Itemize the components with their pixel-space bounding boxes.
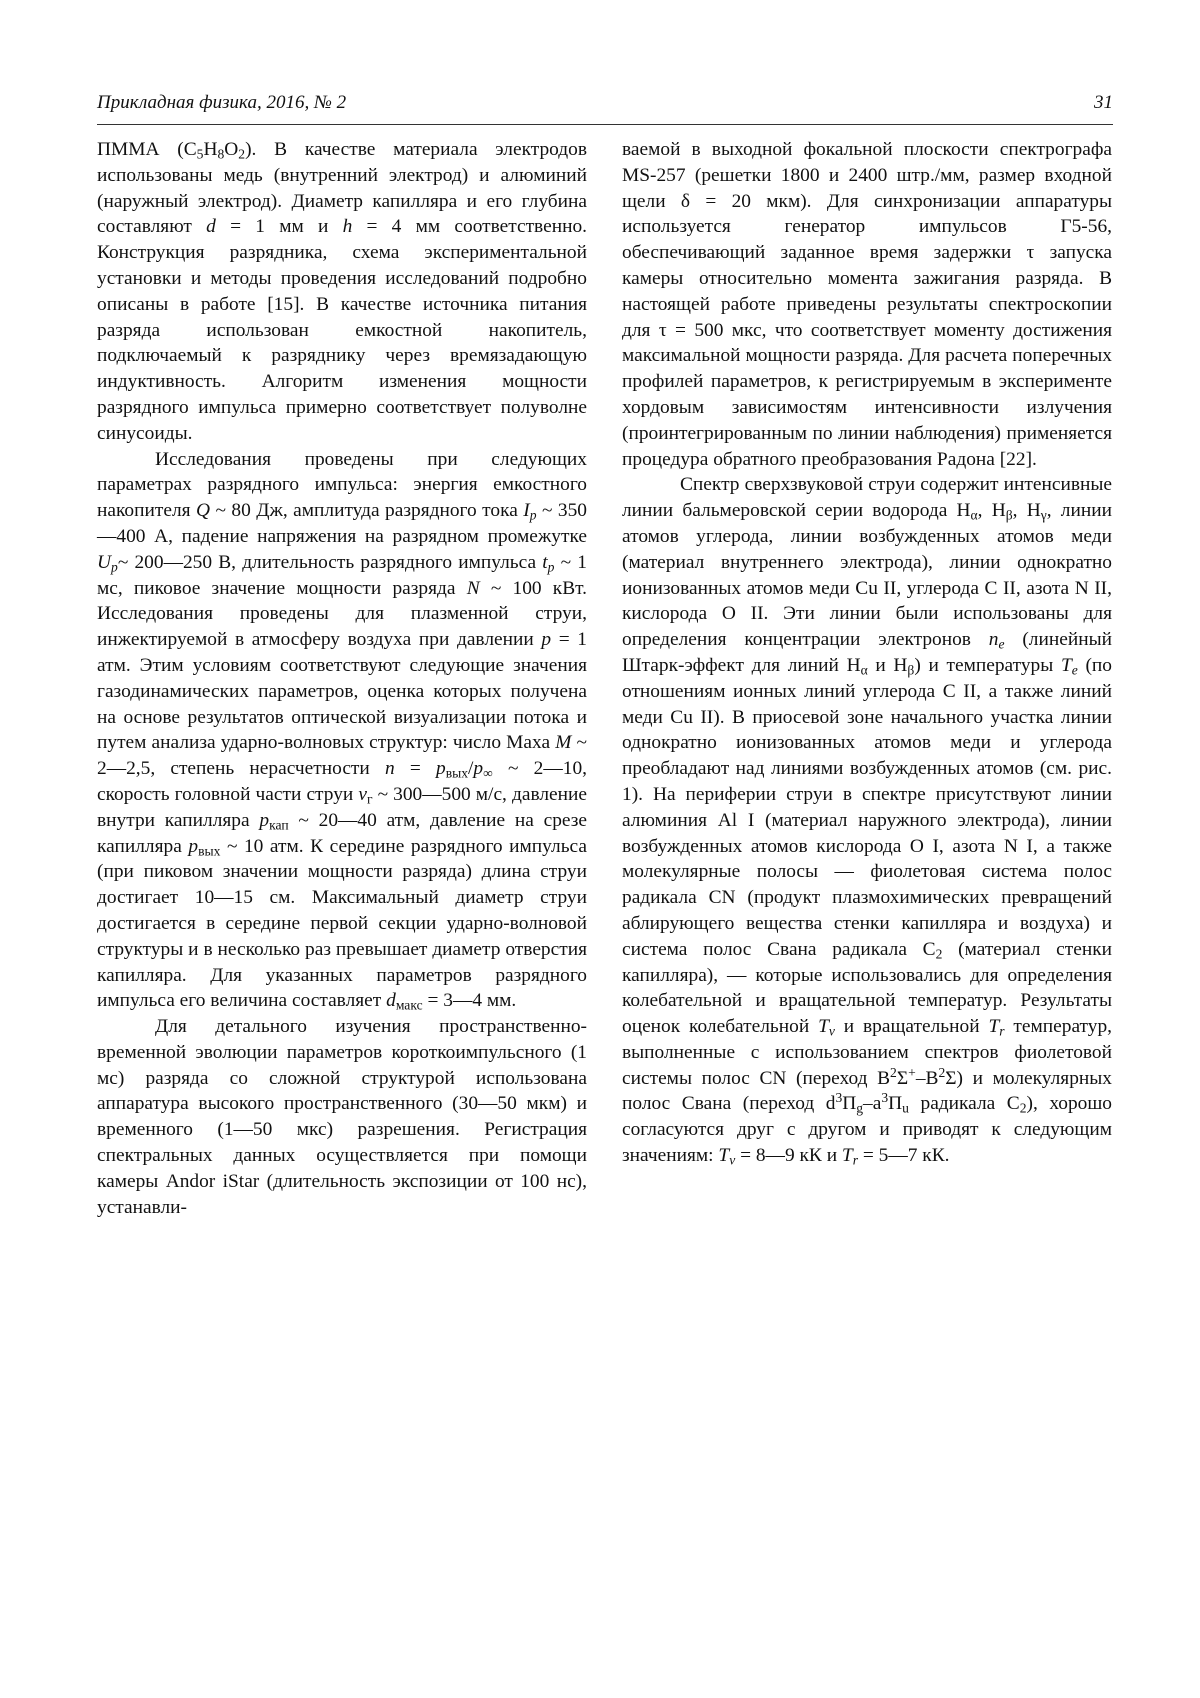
header-rule xyxy=(97,124,1113,125)
paragraph-diagnostics: Для детального изучения пространственно-временной эволюции параметров короткоимпульсного (1 мс) разряда со сложной структурой использована аппаратура высокого пространственного (30—50 мкм) и временного (1—50 мкс) разрешения. Регистрация спектральных данных осуществляется при помощи камеры Andor iStar (длительность экспозиции от 100 нс), устанавли- xyxy=(97,1016,587,1218)
paragraph-spectrograph: ваемой в выходной фокальной плоскости спектрографа MS-257 (решетки 1800 и 2400 штр./мм, размер входной щели δ = 20 мкм). Для синхронизации аппаратуры используется генератор импульсов Г5-56, обеспечивающий заданное время задержки τ запуска камеры относительно момента зажигания разряда. В настоящей работе приведены результаты спектроскопии для τ = 500 мкс, что соответствует моменту достижения максимальной мощности разряда. Для расчета поперечных профилей параметров, к регистрируемым в эксперименте хордовым зависимостям интенсивности излучения (проинтегрированным по линии наблюдения) применяется процедура обратного преобразования Радона [22]. xyxy=(622,139,1112,470)
left-column xyxy=(97,137,587,1220)
paragraph-discharge-parameters: Исследования проведены при следующих параметрах разрядного импульса: энергия емкостного накопителя Q ~ 80 Дж, амплитуда разрядного тока $I_p$ ~ 350—400 А, падение напряжения на разрядном промежутке $U_p\sim$ 200—250 В, длительность разрядного импульса $t_p$ ~ 1 мс, пиковое значение мощности разряда N ~ 100 кВт. Исследования проведены для плазменной струи, инжектируемой в атмосферу воздуха при давлении p = 1 атм. Этим условиям соответствуют следующие значения газодинамических параметров, оценка которых получена на основе результатов оптической визуализации потока и путем анализа ударно-волновых структур: число Маха M ~ 2—2,5, степень нерасчетности $n = p_{вых}/p_\infty$ ~ 2—10, скорость головной части струи $v_г$ ~ 300—500 м/с, давление внутри капилляра $p_{кап}$ ~ 20—40 атм, давление на срезе капилляра $p_{вых}$ ~ 10 атм. К середине разрядного импульса (при пиковом значении мощности разряда) длина струи достигает 10—15 см. Максимальный диаметр струи достигается в середине первой секции ударно-волновой структуры и в несколько раз превышает диаметр отверстия капилляра. Для указанных параметров разрядного импульса его величина составляет $d_{макс}$ = 3—4 мм. xyxy=(97,448,588,1013)
journal-citation: Прикладная физика, 2016, № 2 xyxy=(97,92,347,113)
right-column xyxy=(622,137,1112,1169)
paragraph-spectrum: Спектр сверхзвуковой струи содержит интенсивные линии бальмеровской серии водорода $H_\alpha$, $H_\beta$, $H_\gamma$, линии атомов углерода, линии возбужденных атомов меди (материал внутреннего электрода), линии однократно ионизованных атомов меди Cu II, углерода C II, азота N II, кислорода O II. Эти линии были использованы для определения концентрации электронов $n_e$ (линейный Штарк-эффект для линий $H_\alpha$ и $H_\beta$) и температуры $T_e$ (по отношениям ионных линий углерода C II, а также линий меди Cu II). В приосевой зоне начального участка линии однократно ионизованных атомов меди и углерода преобладают над линиями возбужденных атомов (см. рис. 1). На периферии струи в спектре присутствуют линии алюминия Al I (материал наружного электрода), линии возбужденных атомов кислорода O I, азота N I, а также молекулярные полосы — фиолетовая система полос радикала CN (продукт плазмохимических превращений аблирующего вещества стенки капилляра и воздуха) и система полос Свана радикала $C_2$ (материал стенки капилляра), — которые использовались для определения колебательной и вращательной температур. Результаты оценок колебательной $T_v$ и вращательной $T_r$ температур, выполненные с использованием спектров фиолетовой системы полос CN (переход $B^2\Sigma^+-B^2\Sigma$) и молекулярных полос Свана (переход $d^3\Pi_g-a^3\Pi_u$ радикала $C_2$), хорошо согласуются друг с другом и приводят к следующим значениям: $T_v$ = 8—9 кК и $T_r$ = 5—7 кК. xyxy=(622,474,1113,1168)
paragraph-apparatus: ПММА $(C_5H_8O_2)$. В качестве материала электродов использованы медь (внутренний электрод) и алюминий (наружный электрод). Диаметр капилляра и его глубина составляют d = 1 мм и h = 4 мм соответственно. Конструкция разрядника, схема экспериментальной установки и методы проведения исследований подробно описаны в работе [15]. В качестве источника питания разряда использован емкостной накопитель, подключаемый к разряднику через времязадающую индуктивность. Алгоритм изменения мощности разрядного импульса примерно соответствует полуволне синусоиды. xyxy=(97,139,587,444)
running-header xyxy=(97,92,1113,122)
page-number: 31 xyxy=(1094,92,1113,113)
